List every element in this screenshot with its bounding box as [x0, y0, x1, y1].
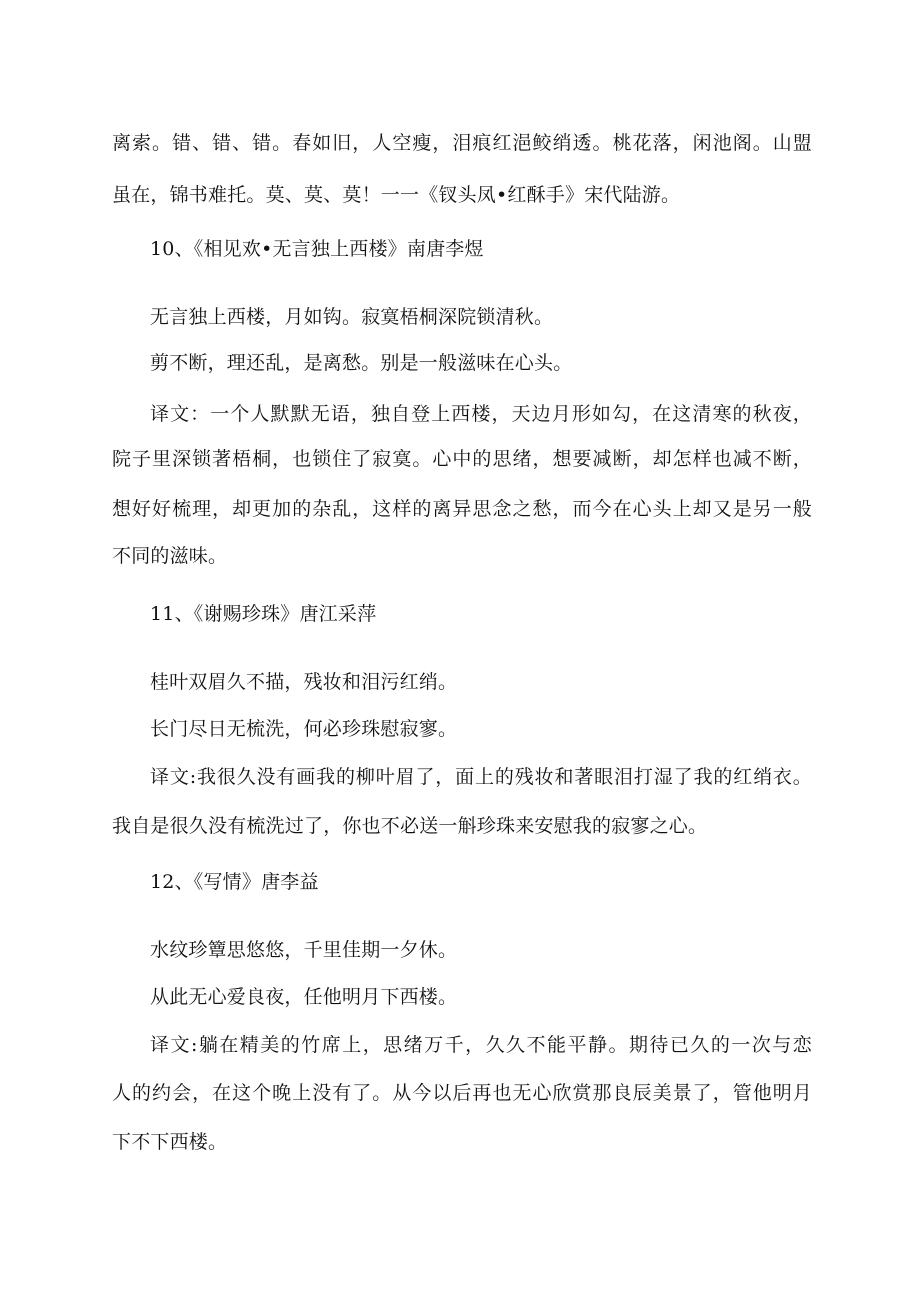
section-heading: 12、《写情》唐李益 [150, 871, 319, 893]
text-line: 离索。错、错、错。春如旧，人空瘦，泪痕红浥鲛绡透。桃花落，闲池阁。山盟 [112, 132, 812, 154]
poem-line: 无言独上西楼，月如钩。寂寞梧桐深院锁清秋。 [150, 306, 554, 328]
poem-line: 从此无心爱良夜，任他明月下西楼。 [150, 986, 458, 1008]
poem-line: 长门尽日无梳洗，何必珍珠慰寂寥。 [150, 718, 458, 740]
translation-line: 译文:躺在精美的竹席上，思绪万千，久久不能平静。期待已久的一次与恋 [150, 1034, 812, 1056]
poem-line: 水纹珍簟思悠悠，千里佳期一夕休。 [150, 939, 458, 961]
section-heading: 11、《谢赐珍珠》唐江采萍 [150, 603, 377, 625]
poem-line: 桂叶双眉久不描，残妆和泪污红绡。 [150, 671, 458, 693]
translation-line: 想好好梳理，却更加的杂乱，这样的离异思念之愁，而今在心头上却又是另一般 [112, 498, 812, 520]
translation-line: 译文:我很久没有画我的柳叶眉了，面上的残妆和著眼泪打湿了我的红绡衣。 [150, 766, 812, 788]
translation-line: 译文：一个人默默无语，独自登上西楼，天边月形如勾，在这清寒的秋夜， [150, 403, 812, 425]
poem-line: 剪不断，理还乱，是离愁。别是一般滋味在心头。 [150, 352, 573, 374]
section-heading: 10、《相见欢•无言独上西楼》南唐李煜 [150, 238, 484, 260]
translation-line: 不同的滋味。 [112, 545, 228, 567]
text-line: 虽在，锦书难托。莫、莫、莫！一一《钗头凤•红酥手》宋代陆游。 [112, 184, 681, 206]
translation-line: 我自是很久没有梳洗过了，你也不必送一斛珍珠来安慰我的寂寥之心。 [112, 815, 708, 837]
translation-line: 下不下西楼。 [112, 1131, 228, 1153]
translation-line: 院子里深锁著梧桐，也锁住了寂寞。心中的思绪，想要减断，却怎样也减不断， [112, 448, 812, 470]
translation-line: 人的约会，在这个晚上没有了。从今以后再也无心欣赏那良辰美景了，管他明月 [112, 1082, 812, 1104]
